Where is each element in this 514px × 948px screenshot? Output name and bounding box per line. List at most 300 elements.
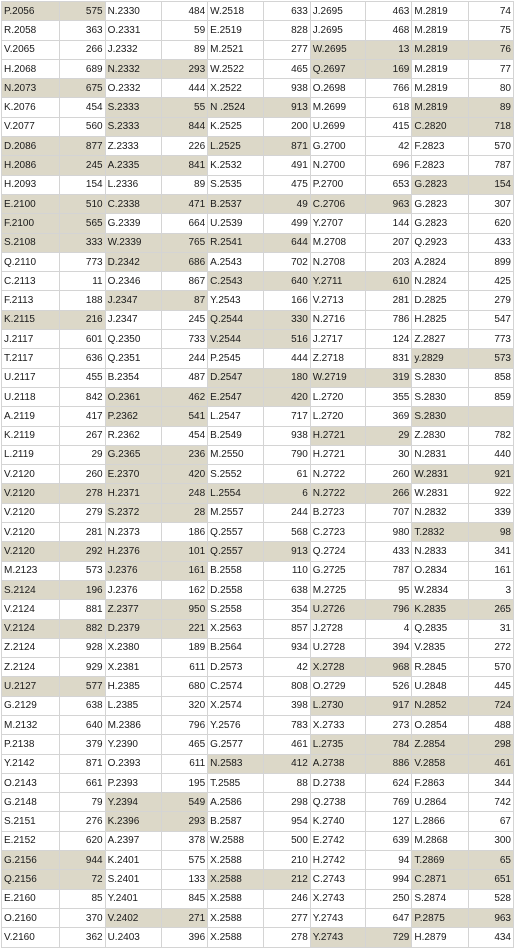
cell-value[interactable]: 244 [264, 503, 311, 522]
cell-code[interactable]: Y.2707 [310, 214, 365, 233]
cell-code[interactable]: Y.2711 [310, 272, 365, 291]
cell-code[interactable]: L.2119 [2, 445, 60, 464]
cell-value[interactable]: 127 [365, 812, 412, 831]
cell-code[interactable]: U.2848 [412, 677, 469, 696]
cell-code[interactable]: U.2403 [105, 928, 162, 947]
cell-code[interactable]: S.2535 [208, 175, 264, 194]
cell-code[interactable]: J.2376 [105, 561, 162, 580]
cell-value[interactable]: 570 [469, 658, 514, 677]
cell-code[interactable]: M.2132 [2, 715, 60, 734]
cell-code[interactable]: Q.2724 [310, 542, 365, 561]
cell-value[interactable]: 769 [365, 793, 412, 812]
cell-value[interactable]: 790 [264, 445, 311, 464]
cell-value[interactable]: 341 [469, 542, 514, 561]
cell-code[interactable]: M.2819 [412, 79, 469, 98]
cell-value[interactable]: 4 [365, 619, 412, 638]
cell-value[interactable]: 696 [365, 156, 412, 175]
cell-value[interactable]: 921 [469, 465, 514, 484]
cell-code[interactable]: J.2347 [105, 310, 162, 329]
cell-value[interactable]: 724 [469, 696, 514, 715]
cell-value[interactable]: 611 [162, 658, 208, 677]
cell-code[interactable]: H.2385 [105, 677, 162, 696]
cell-value[interactable]: 881 [59, 600, 105, 619]
cell-code[interactable]: S.2558 [208, 600, 264, 619]
cell-code[interactable]: P.2393 [105, 773, 162, 792]
cell-code[interactable]: R.2362 [105, 426, 162, 445]
cell-code[interactable]: S.2124 [2, 580, 60, 599]
cell-value[interactable]: 396 [162, 928, 208, 947]
cell-code[interactable]: D.2573 [208, 658, 264, 677]
cell-value[interactable]: 398 [264, 696, 311, 715]
cell-value[interactable]: 871 [264, 137, 311, 156]
cell-code[interactable]: U.2699 [310, 117, 365, 136]
cell-value[interactable]: 394 [365, 638, 412, 657]
cell-value[interactable]: 207 [365, 233, 412, 252]
cell-code[interactable]: G.2156 [2, 851, 60, 870]
cell-value[interactable]: 30 [365, 445, 412, 464]
cell-value[interactable]: 954 [264, 812, 311, 831]
cell-code[interactable]: V.2858 [412, 754, 469, 773]
cell-code[interactable]: X.2381 [105, 658, 162, 677]
cell-value[interactable]: 475 [264, 175, 311, 194]
cell-code[interactable]: C.2338 [105, 194, 162, 213]
cell-code[interactable]: Z.2830 [412, 426, 469, 445]
cell-code[interactable]: D.2342 [105, 252, 162, 271]
cell-code[interactable]: W.2588 [208, 831, 264, 850]
cell-value[interactable]: 433 [365, 542, 412, 561]
cell-code[interactable]: U.2539 [208, 214, 264, 233]
cell-value[interactable] [469, 407, 514, 426]
cell-value[interactable]: 250 [365, 889, 412, 908]
cell-value[interactable]: 528 [469, 889, 514, 908]
cell-code[interactable]: X.2588 [208, 870, 264, 889]
cell-code[interactable]: R.2058 [2, 21, 60, 40]
cell-value[interactable]: 85 [59, 889, 105, 908]
cell-value[interactable]: 796 [365, 600, 412, 619]
cell-code[interactable]: Y.2743 [310, 928, 365, 947]
cell-code[interactable]: X.2743 [310, 889, 365, 908]
cell-value[interactable]: 266 [365, 484, 412, 503]
cell-code[interactable]: U.2864 [412, 793, 469, 812]
cell-code[interactable]: K.2740 [310, 812, 365, 831]
cell-value[interactable]: 292 [59, 542, 105, 561]
cell-code[interactable]: N.2833 [412, 542, 469, 561]
cell-code[interactable]: A.2397 [105, 831, 162, 850]
cell-code[interactable]: J.2717 [310, 330, 365, 349]
cell-value[interactable]: 882 [59, 619, 105, 638]
cell-code[interactable]: N.2824 [412, 272, 469, 291]
cell-code[interactable]: G.2725 [310, 561, 365, 580]
cell-code[interactable]: N.2700 [310, 156, 365, 175]
cell-code[interactable]: A.2543 [208, 252, 264, 271]
cell-code[interactable]: C.2871 [412, 870, 469, 889]
cell-value[interactable]: 787 [469, 156, 514, 175]
cell-code[interactable]: M.2699 [310, 98, 365, 117]
cell-value[interactable]: 293 [162, 59, 208, 78]
cell-value[interactable]: 300 [469, 831, 514, 850]
cell-code[interactable]: F.2863 [412, 773, 469, 792]
cell-code[interactable]: H.2879 [412, 928, 469, 947]
cell-value[interactable]: 276 [59, 812, 105, 831]
cell-value[interactable]: 307 [469, 194, 514, 213]
cell-code[interactable]: L.2720 [310, 387, 365, 406]
cell-value[interactable]: 808 [264, 677, 311, 696]
cell-value[interactable]: 444 [264, 349, 311, 368]
cell-value[interactable]: 271 [162, 908, 208, 927]
cell-code[interactable]: Y.2394 [105, 793, 162, 812]
cell-code[interactable]: M.2819 [412, 40, 469, 59]
cell-value[interactable]: 917 [365, 696, 412, 715]
cell-code[interactable]: O.2854 [412, 715, 469, 734]
cell-code[interactable]: D.2825 [412, 291, 469, 310]
cell-code[interactable]: Q.2544 [208, 310, 264, 329]
cell-value[interactable]: 267 [59, 426, 105, 445]
cell-code[interactable]: Z.2718 [310, 349, 365, 368]
cell-value[interactable]: 913 [264, 542, 311, 561]
cell-code[interactable]: S.2401 [105, 870, 162, 889]
cell-value[interactable]: 42 [365, 137, 412, 156]
cell-code[interactable]: G.2365 [105, 445, 162, 464]
cell-code[interactable]: X.2563 [208, 619, 264, 638]
cell-value[interactable]: 95 [365, 580, 412, 599]
cell-value[interactable]: 61 [264, 465, 311, 484]
cell-value[interactable]: 80 [469, 79, 514, 98]
cell-value[interactable]: 633 [264, 2, 311, 21]
cell-value[interactable]: 938 [264, 79, 311, 98]
cell-value[interactable]: 899 [469, 252, 514, 271]
cell-code[interactable]: y.2829 [412, 349, 469, 368]
cell-code[interactable]: O.2698 [310, 79, 365, 98]
cell-value[interactable]: 88 [264, 773, 311, 792]
cell-code[interactable]: L.2554 [208, 484, 264, 503]
cell-code[interactable]: C.2113 [2, 272, 60, 291]
cell-value[interactable]: 859 [469, 387, 514, 406]
cell-code[interactable]: M.2123 [2, 561, 60, 580]
cell-code[interactable]: G.2700 [310, 137, 365, 156]
cell-value[interactable]: 718 [469, 117, 514, 136]
cell-code[interactable]: H.2093 [2, 175, 60, 194]
cell-code[interactable]: G.2339 [105, 214, 162, 233]
cell-value[interactable]: 560 [59, 117, 105, 136]
cell-code[interactable]: S.2333 [105, 98, 162, 117]
cell-value[interactable]: 575 [162, 851, 208, 870]
cell-value[interactable]: 333 [59, 233, 105, 252]
cell-code[interactable]: X.2588 [208, 908, 264, 927]
cell-value[interactable]: 420 [162, 465, 208, 484]
cell-code[interactable]: T.2117 [2, 349, 60, 368]
cell-value[interactable]: 510 [59, 194, 105, 213]
cell-code[interactable]: Z.2124 [2, 638, 60, 657]
cell-value[interactable]: 28 [162, 503, 208, 522]
cell-value[interactable]: 319 [365, 368, 412, 387]
cell-code[interactable]: L.2385 [105, 696, 162, 715]
cell-value[interactable]: 471 [162, 194, 208, 213]
cell-value[interactable]: 644 [264, 233, 311, 252]
cell-value[interactable]: 74 [469, 2, 514, 21]
cell-value[interactable]: 664 [162, 214, 208, 233]
cell-code[interactable]: V.2124 [2, 600, 60, 619]
cell-value[interactable]: 963 [365, 194, 412, 213]
cell-value[interactable]: 601 [59, 330, 105, 349]
cell-value[interactable]: 417 [59, 407, 105, 426]
cell-code[interactable]: H.2825 [412, 310, 469, 329]
cell-value[interactable]: 689 [59, 59, 105, 78]
cell-code[interactable]: W.2719 [310, 368, 365, 387]
cell-value[interactable]: 433 [469, 233, 514, 252]
cell-value[interactable]: 75 [469, 21, 514, 40]
cell-code[interactable]: O.2346 [105, 272, 162, 291]
cell-value[interactable]: 266 [59, 40, 105, 59]
cell-code[interactable]: S.2830 [412, 387, 469, 406]
cell-value[interactable]: 944 [59, 851, 105, 870]
cell-code[interactable]: H.2068 [2, 59, 60, 78]
cell-value[interactable]: 320 [162, 696, 208, 715]
cell-code[interactable]: N.2716 [310, 310, 365, 329]
cell-code[interactable]: Z.2377 [105, 600, 162, 619]
cell-value[interactable]: 468 [365, 21, 412, 40]
cell-value[interactable]: 412 [264, 754, 311, 773]
cell-code[interactable]: D.2086 [2, 137, 60, 156]
cell-code[interactable]: E.2519 [208, 21, 264, 40]
cell-value[interactable]: 463 [365, 2, 412, 21]
cell-value[interactable]: 454 [162, 426, 208, 445]
cell-value[interactable]: 363 [59, 21, 105, 40]
cell-value[interactable]: 369 [365, 407, 412, 426]
cell-value[interactable]: 370 [59, 908, 105, 927]
cell-value[interactable]: 845 [162, 889, 208, 908]
cell-code[interactable]: S.2372 [105, 503, 162, 522]
cell-value[interactable]: 77 [469, 59, 514, 78]
cell-code[interactable]: S.2552 [208, 465, 264, 484]
cell-code[interactable]: X.2588 [208, 928, 264, 947]
cell-value[interactable]: 212 [264, 870, 311, 889]
cell-value[interactable]: 570 [469, 137, 514, 156]
cell-code[interactable]: Z.2827 [412, 330, 469, 349]
cell-code[interactable]: A.2738 [310, 754, 365, 773]
cell-value[interactable]: 454 [59, 98, 105, 117]
cell-code[interactable]: Y.2390 [105, 735, 162, 754]
cell-value[interactable]: 245 [59, 156, 105, 175]
cell-code[interactable]: B.2564 [208, 638, 264, 657]
cell-code[interactable]: A.2119 [2, 407, 60, 426]
cell-code[interactable]: P.2700 [310, 175, 365, 194]
cell-value[interactable]: 686 [162, 252, 208, 271]
cell-value[interactable]: 189 [162, 638, 208, 657]
cell-value[interactable]: 94 [365, 851, 412, 870]
cell-code[interactable]: K.2532 [208, 156, 264, 175]
cell-value[interactable]: 434 [469, 928, 514, 947]
cell-value[interactable]: 277 [264, 40, 311, 59]
cell-value[interactable]: 98 [469, 523, 514, 542]
cell-code[interactable]: O.2160 [2, 908, 60, 927]
cell-code[interactable]: X.2574 [208, 696, 264, 715]
cell-value[interactable]: 661 [59, 773, 105, 792]
cell-value[interactable]: 742 [469, 793, 514, 812]
cell-code[interactable]: W.2522 [208, 59, 264, 78]
cell-code[interactable]: G.2823 [412, 194, 469, 213]
cell-code[interactable]: N.2583 [208, 754, 264, 773]
cell-value[interactable]: 573 [469, 349, 514, 368]
cell-code[interactable]: U.2118 [2, 387, 60, 406]
cell-value[interactable]: 980 [365, 523, 412, 542]
cell-code[interactable]: M.2725 [310, 580, 365, 599]
cell-value[interactable]: 29 [59, 445, 105, 464]
cell-code[interactable]: C.2820 [412, 117, 469, 136]
cell-code[interactable]: J.2347 [105, 291, 162, 310]
cell-value[interactable]: 89 [162, 40, 208, 59]
cell-code[interactable]: J.2695 [310, 21, 365, 40]
cell-code[interactable]: L.2336 [105, 175, 162, 194]
cell-value[interactable]: 273 [365, 715, 412, 734]
cell-code[interactable]: K.2119 [2, 426, 60, 445]
cell-value[interactable]: 166 [264, 291, 311, 310]
cell-code[interactable]: T.2832 [412, 523, 469, 542]
cell-value[interactable]: 101 [162, 542, 208, 561]
cell-code[interactable]: Y.2743 [310, 908, 365, 927]
cell-code[interactable]: V.2120 [2, 542, 60, 561]
cell-code[interactable]: W.2831 [412, 465, 469, 484]
cell-code[interactable]: W.2834 [412, 580, 469, 599]
cell-code[interactable]: E.2152 [2, 831, 60, 850]
cell-value[interactable]: 195 [162, 773, 208, 792]
cell-code[interactable]: B.2537 [208, 194, 264, 213]
cell-value[interactable]: 963 [469, 908, 514, 927]
cell-code[interactable]: B.2549 [208, 426, 264, 445]
cell-code[interactable]: K.2525 [208, 117, 264, 136]
cell-code[interactable]: L.2866 [412, 812, 469, 831]
cell-code[interactable]: R.2845 [412, 658, 469, 677]
cell-value[interactable]: 568 [264, 523, 311, 542]
cell-code[interactable]: X.2588 [208, 889, 264, 908]
cell-value[interactable]: 245 [162, 310, 208, 329]
cell-code[interactable]: A.2586 [208, 793, 264, 812]
cell-value[interactable]: 500 [264, 831, 311, 850]
cell-code[interactable]: Q.2351 [105, 349, 162, 368]
cell-value[interactable]: 575 [59, 2, 105, 21]
cell-value[interactable]: 488 [469, 715, 514, 734]
cell-code[interactable]: B.2723 [310, 503, 365, 522]
cell-code[interactable]: V.2120 [2, 503, 60, 522]
cell-code[interactable]: V.2160 [2, 928, 60, 947]
cell-value[interactable]: 828 [264, 21, 311, 40]
cell-value[interactable]: 124 [365, 330, 412, 349]
cell-value[interactable]: 565 [59, 214, 105, 233]
cell-value[interactable]: 344 [469, 773, 514, 792]
cell-code[interactable]: X.2728 [310, 658, 365, 677]
cell-value[interactable]: 639 [365, 831, 412, 850]
cell-value[interactable]: 675 [59, 79, 105, 98]
cell-code[interactable]: K.2396 [105, 812, 162, 831]
cell-value[interactable]: 516 [264, 330, 311, 349]
cell-value[interactable]: 236 [162, 445, 208, 464]
cell-value[interactable]: 484 [162, 2, 208, 21]
cell-value[interactable]: 265 [469, 600, 514, 619]
cell-code[interactable]: O.2143 [2, 773, 60, 792]
cell-code[interactable]: C.2574 [208, 677, 264, 696]
cell-value[interactable]: 29 [365, 426, 412, 445]
cell-code[interactable]: Y.2543 [208, 291, 264, 310]
cell-value[interactable]: 278 [264, 928, 311, 947]
cell-value[interactable]: 526 [365, 677, 412, 696]
cell-code[interactable]: H.2721 [310, 426, 365, 445]
cell-value[interactable]: 950 [162, 600, 208, 619]
cell-code[interactable]: G.2148 [2, 793, 60, 812]
cell-value[interactable]: 640 [59, 715, 105, 734]
cell-value[interactable]: 277 [264, 908, 311, 927]
cell-value[interactable]: 196 [59, 580, 105, 599]
cell-code[interactable]: M.2708 [310, 233, 365, 252]
cell-value[interactable]: 461 [469, 754, 514, 773]
cell-value[interactable]: 922 [469, 484, 514, 503]
cell-value[interactable]: 766 [365, 79, 412, 98]
cell-value[interactable]: 707 [365, 503, 412, 522]
cell-value[interactable]: 573 [59, 561, 105, 580]
cell-code[interactable]: B.2587 [208, 812, 264, 831]
cell-value[interactable]: 867 [162, 272, 208, 291]
cell-value[interactable]: 549 [162, 793, 208, 812]
cell-value[interactable]: 444 [162, 79, 208, 98]
cell-code[interactable]: N.2832 [412, 503, 469, 522]
cell-value[interactable]: 339 [469, 503, 514, 522]
cell-code[interactable]: H.2371 [105, 484, 162, 503]
cell-code[interactable]: X.2380 [105, 638, 162, 657]
cell-code[interactable]: Q.2738 [310, 793, 365, 812]
cell-value[interactable]: 636 [59, 349, 105, 368]
cell-code[interactable]: B.2558 [208, 561, 264, 580]
cell-value[interactable]: 169 [365, 59, 412, 78]
cell-value[interactable]: 161 [469, 561, 514, 580]
cell-value[interactable]: 11 [59, 272, 105, 291]
cell-code[interactable]: L.2730 [310, 696, 365, 715]
cell-value[interactable]: 796 [162, 715, 208, 734]
cell-code[interactable]: D.2547 [208, 368, 264, 387]
cell-value[interactable]: 787 [365, 561, 412, 580]
cell-code[interactable]: X.2733 [310, 715, 365, 734]
cell-code[interactable]: Y.2401 [105, 889, 162, 908]
cell-value[interactable]: 765 [162, 233, 208, 252]
cell-code[interactable]: M.2819 [412, 21, 469, 40]
cell-code[interactable]: E.2100 [2, 194, 60, 213]
cell-value[interactable]: 877 [59, 137, 105, 156]
cell-code[interactable]: C.2706 [310, 194, 365, 213]
cell-value[interactable]: 871 [59, 754, 105, 773]
cell-code[interactable]: N.2852 [412, 696, 469, 715]
cell-value[interactable]: 203 [365, 252, 412, 271]
cell-code[interactable]: Y.2142 [2, 754, 60, 773]
cell-code[interactable]: C.2543 [208, 272, 264, 291]
cell-code[interactable]: S.2874 [412, 889, 469, 908]
cell-value[interactable]: 462 [162, 387, 208, 406]
cell-code[interactable]: N.2330 [105, 2, 162, 21]
cell-code[interactable]: M.2819 [412, 59, 469, 78]
cell-value[interactable]: 610 [365, 272, 412, 291]
cell-code[interactable]: S.2108 [2, 233, 60, 252]
cell-value[interactable]: 248 [162, 484, 208, 503]
cell-code[interactable]: K.2401 [105, 851, 162, 870]
cell-code[interactable]: P.2875 [412, 908, 469, 927]
cell-value[interactable]: 298 [264, 793, 311, 812]
cell-code[interactable]: U.2127 [2, 677, 60, 696]
cell-code[interactable]: F.2823 [412, 137, 469, 156]
cell-value[interactable]: 729 [365, 928, 412, 947]
cell-value[interactable]: 929 [59, 658, 105, 677]
cell-value[interactable]: 638 [59, 696, 105, 715]
cell-code[interactable]: H.2742 [310, 851, 365, 870]
cell-value[interactable]: 440 [469, 445, 514, 464]
cell-value[interactable]: 298 [469, 735, 514, 754]
cell-value[interactable]: 680 [162, 677, 208, 696]
cell-code[interactable]: P.2362 [105, 407, 162, 426]
